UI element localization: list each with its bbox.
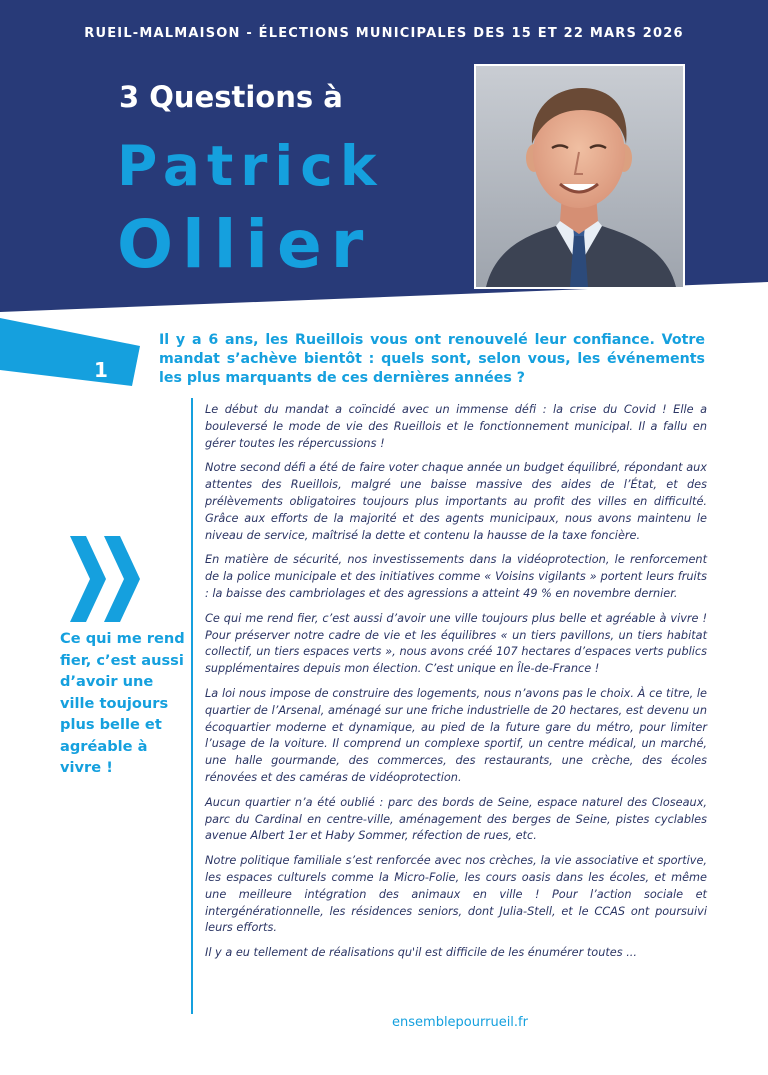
pull-quote: Ce qui me rend fier, c’est aussi d’avoir une ville toujours plus belle et agréable à vivre ! [60,630,185,776]
candidate-first-name: Patrick [117,134,384,198]
closing-quote-icon [66,534,146,624]
question-text: Il y a 6 ans, les Rueillois vous ont renouvelé leur confiance. Votre mandat s’achève bientôt : quels sont, selon vous, les événements les plus marquants de ces dernières années ? [159,332,705,386]
question-number: 1 [94,358,108,382]
question-number-tab [0,318,140,398]
answer-body [205,402,707,970]
candidate-portrait [474,64,685,289]
answer-paragraph: Ce qui me rend fier, c’est aussi d’avoir une ville toujours plus belle et agréable à vivre ! Pour préserver notre cadre de vie et les équilibres « un tiers pavillons, un tiers habitat collectif, un tiers espaces verts », nous avons créé 107 hectares d’espaces verts publics supplémentaires depuis mon élection. C’est unique en Île-de-France ! [205,611,707,676]
column-divider [191,398,193,1014]
page-title: 3 Questions à [119,80,343,114]
answer-paragraph: Aucun quartier n’a été oublié : parc des bords de Seine, espace naturel des Closeaux, parc du Cardinal en centre-ville, aménagement des berges de Seine, pistes cyclables avenue Albert 1er et Haby Sommer, réfection de rues, etc. [205,795,707,843]
answer-paragraph: Le début du mandat a coïncidé avec un immense défi : la crise du Covid ! Elle a bouleversé le mode de vie des Rueillois et le fonctionnement municipal. Il a fallu en gérer toutes les répercussions ! [205,403,707,450]
website-link[interactable]: ensemblepourrueil.fr [392,1015,528,1030]
answer-paragraph: Il y a eu tellement de réalisations qu'il est difficile de les énumérer toutes ... [205,946,637,960]
answer-paragraph: Notre second défi a été de faire voter chaque année un budget équilibré, répondant aux attentes des Rueillois, malgré une baisse massive des aides de l’État, et des prélèvements obligatoires toujours plus importants au profit des villes en difficulté. Grâce aux efforts de la majorité et des agents municipaux, nous avons maintenu le niveau de service, maîtrisé la dette et contenu la hausse de la taxe foncière. [205,461,707,542]
answer-paragraph: En matière de sécurité, nos investissements dans la vidéoprotection, le renforcement de la police municipale et des initiatives comme « Voisins vigilants » portent leurs fruits : la baisse des cambriolages et des agressions a atteint 49 % en novembre dernier. [205,553,707,600]
candidate-last-name: Ollier [117,206,373,283]
election-banner: RUEIL-MALMAISON - ÉLECTIONS MUNICIPALES DES 15 ET 22 MARS 2026 [84,26,684,41]
answer-paragraph: Notre politique familiale s’est renforcée avec nos crèches, la vie associative et sportive, les espaces culturels comme la Micro-Folie, les cours oasis dans les écoles, et même une meilleure intégration des animaux en ville ! Pour l’action sociale et intergénérationnelle, les résidences seniors, dont Julia-Stell, et le CCAS ont poursuivi leurs efforts. [205,854,707,935]
answer-paragraph: La loi nous impose de construire des logements, nous n’avons pas le choix. À ce titre, le quartier de l’Arsenal, aménagé sur une friche industrielle de 20 hectares, est devenu un écoquartier moderne et dynamique, au pied de la future gare du métro, pour limiter l’usage de la voiture. Il comprend un complexe sportif, un centre médical, un marché, une halle gourmande, des commerces, des restaurants, une crèche, des écoles rénovées et des caméras de vidéoprotection. [205,686,707,784]
